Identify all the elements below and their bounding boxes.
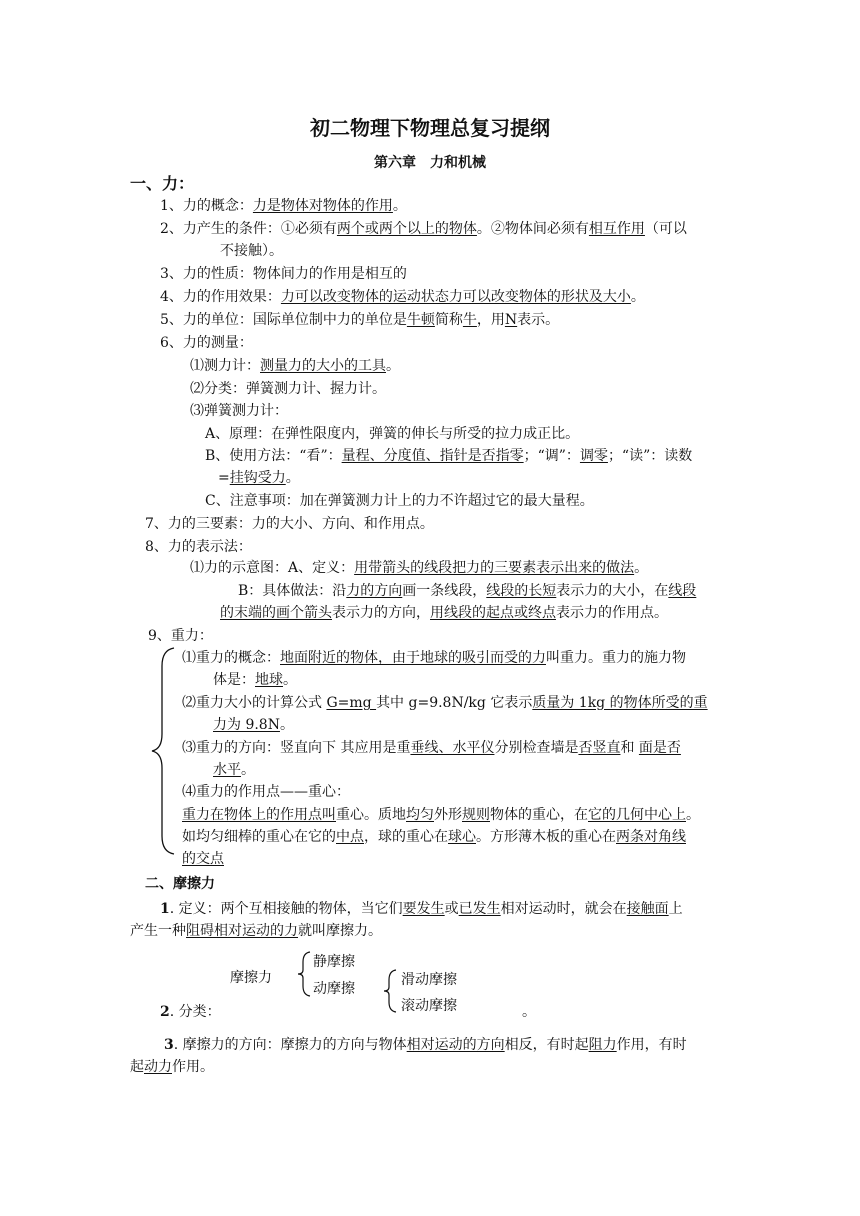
friction-2: 2. 分类： — [160, 1004, 221, 1020]
item-1: 1、力的概念：力是物体对物体的作用。 — [160, 198, 407, 214]
item-6-3: ⑶弹簧测力计： — [190, 403, 288, 419]
item-9-3-cont: 水平。 — [213, 762, 255, 778]
section-heading-friction: 二、摩擦力 — [145, 876, 215, 892]
diagram-sliding: 滑动摩擦 — [401, 972, 457, 988]
friction-2-end: 。 — [522, 1004, 536, 1020]
item-9-1-cont: 体是：地球。 — [213, 672, 297, 688]
item-6-3-b: B、使用方法：“看”：量程、分度值、指针是否指零；“调”：调零；“读”：读数 — [205, 448, 693, 464]
item-9-4-example: 如均匀细棒的重心在它的中点，球的重心在球心。方形薄木板的重心在两条对角线 — [182, 829, 686, 845]
item-9-4-example-cont: 的交点 — [182, 851, 224, 867]
item-6-3-c: C、注意事项：加在弹簧测力计上的力不许超过它的最大量程。 — [205, 493, 594, 509]
item-4: 4、力的作用效果：力可以改变物体的运动状态力可以改变物体的形状及大小。 — [160, 289, 645, 305]
item-2-cont: 不接触）。 — [220, 243, 283, 259]
item-9-4-text: 重力在物体上的作用点叫重心。质地均匀外形规则物体的重心，在它的几何中心上。 — [182, 807, 700, 823]
item-3: 3、力的性质：物体间力的作用是相互的 — [160, 266, 407, 282]
diagram-dynamic: 动摩擦 — [313, 981, 355, 997]
diagram-root: 摩擦力 — [230, 970, 272, 986]
item-8-1: ⑴力的示意图：A、定义：用带箭头的线段把力的三要素表示出来的做法。 — [190, 560, 649, 576]
item-6-3-a: A、原理：在弹性限度内，弹簧的伸长与所受的拉力成正比。 — [205, 426, 580, 442]
item-2: 2、力产生的条件：①必须有两个或两个以上的物体。②物体间必须有相互作用（可以 — [160, 221, 687, 237]
item-9-4: ⑷重力的作用点——重心： — [182, 784, 350, 800]
diagram-static: 静摩擦 — [313, 954, 355, 970]
item-9-1: ⑴重力的概念：地面附近的物体，由于地球的吸引而受的力叫重力。重力的施力物 — [182, 650, 686, 666]
item-8: 8、力的表示法： — [145, 539, 252, 555]
friction-3-cont: 起动力作用。 — [130, 1059, 214, 1075]
item-6-3-b-cont: =挂钩受力。 — [218, 470, 300, 486]
item-9-3: ⑶重力的方向：竖直向下 其应用是重垂线、水平仪分别检查墙是否竖直和 面是否 — [182, 740, 681, 756]
item-6-1: ⑴测力计：测量力的大小的工具。 — [190, 358, 400, 374]
brace-icon — [296, 950, 312, 998]
friction-1-cont: 产生一种阻碍相对运动的力就叫摩擦力。 — [130, 923, 382, 939]
item-8-2: B：具体做法：沿力的方向画一条线段，线段的长短表示力的大小，在线段 — [238, 583, 697, 599]
item-5: 5、力的单位：国际单位制中力的单位是牛顿简称牛，用N表示。 — [160, 312, 560, 328]
item-7: 7、力的三要素：力的大小、方向、和作用点。 — [145, 516, 434, 532]
item-6: 6、力的测量： — [160, 335, 253, 351]
item-9-2: ⑵重力大小的计算公式 G=mg 其中 g=9.8N/kg 它表示质量为 1kg 的物体所受的重 — [182, 695, 708, 711]
item-9-2-cont: 力为 9.8N。 — [213, 717, 294, 733]
item-9: 9、重力： — [148, 628, 213, 644]
brace-icon — [382, 968, 398, 1014]
item-8-2-cont: 的末端的画个箭头表示力的方向，用线段的起点或终点表示力的作用点。 — [220, 605, 668, 621]
item-6-2: ⑵分类：弹簧测力计、握力计。 — [190, 381, 386, 397]
friction-1: 1. 定义：两个互相接触的物体，当它们要发生或已发生相对运动时，就会在接触面上 — [160, 901, 683, 917]
friction-3: 3. 摩擦力的方向：摩擦力的方向与物体相对运动的方向相反，有时起阻力作用，有时 — [164, 1037, 687, 1053]
chapter-heading: 第六章 力和机械 — [374, 155, 486, 171]
curly-brace-icon — [148, 646, 178, 856]
diagram-rolling: 滚动摩擦 — [401, 998, 457, 1014]
page-title: 初二物理下物理总复习提纲 — [310, 116, 550, 140]
section-heading-force: 一、力： — [130, 174, 195, 193]
